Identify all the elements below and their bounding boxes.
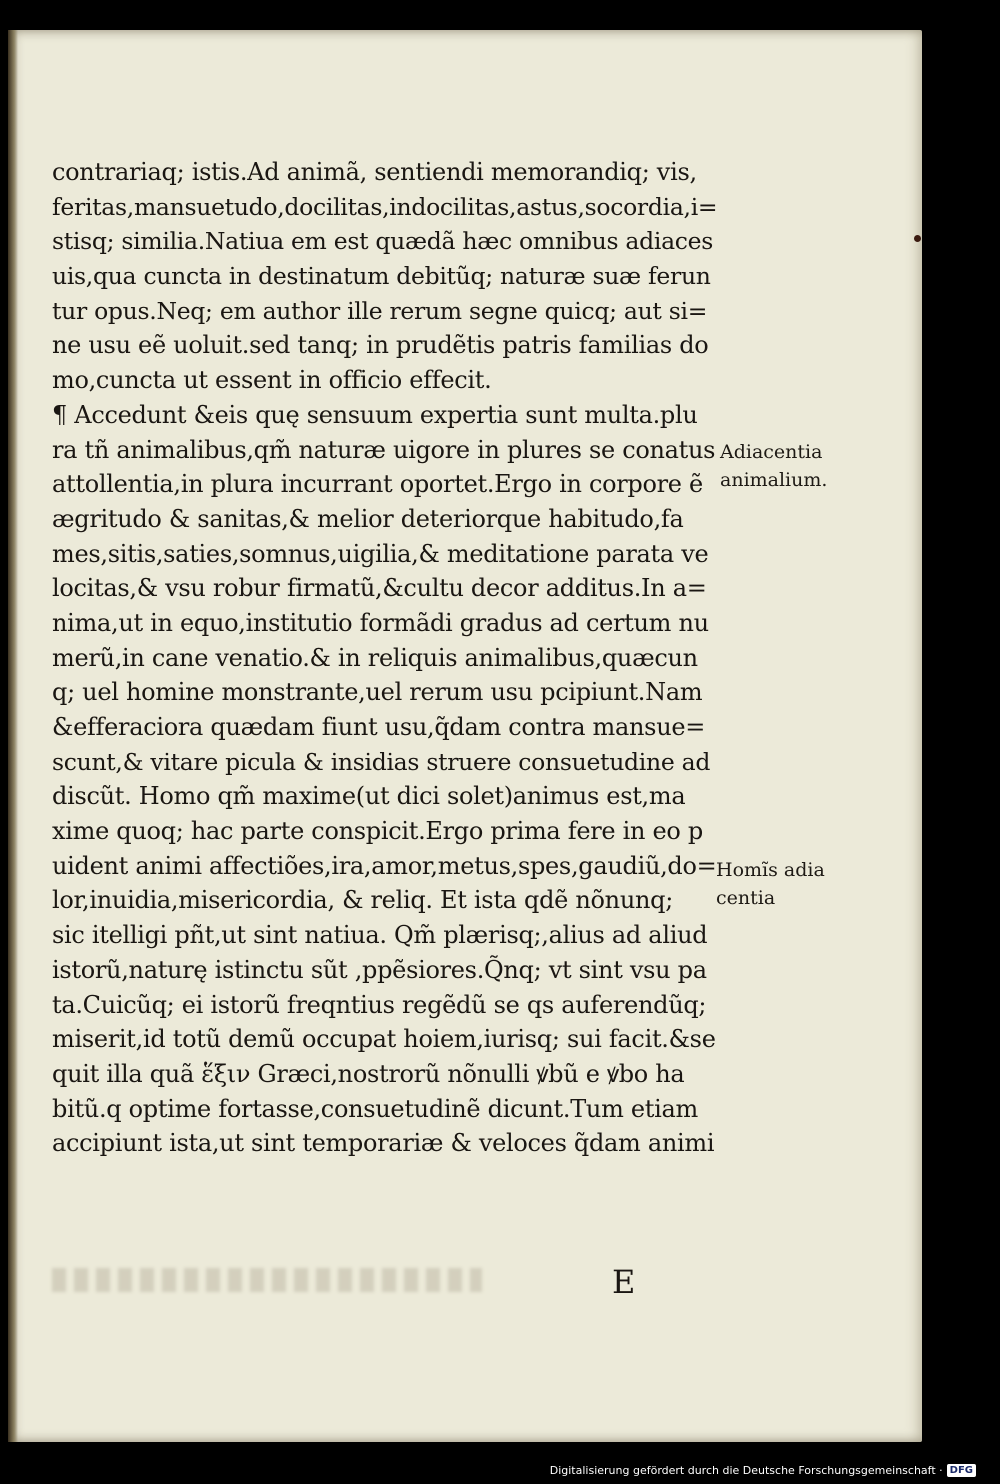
- text-line: quit illa quã ἕξιν Græci,nostrorũ nõnulli ꝟbũ e ꝟbo ha: [52, 1059, 685, 1088]
- text-line: ægritudo & sanitas,& melior deteriorque habitudo,fa: [52, 504, 684, 533]
- text-line: miserit,id totũ demũ occupat hoiem,iurisq; sui facit.&se: [52, 1025, 716, 1054]
- text-line: ta.Cuicũq; ei istorũ freqntius regẽdũ se qs auferendũq;: [52, 990, 707, 1019]
- marginal-note-line: Homĩs adia: [716, 859, 825, 881]
- text-line: contrariaq; istis.Ad animã, sentiendi memorandiq; vis,: [52, 158, 697, 186]
- ink-mark: [914, 235, 921, 242]
- text-line: scunt,& vitare picula & insidias struere consuetudine ad: [52, 747, 711, 776]
- text-line: stisq; similia.Natiua em est quædã hæc omnibus adiaces: [52, 227, 714, 256]
- main-text-block: [52, 155, 718, 1161]
- marginal-note-adiacentia: [720, 438, 860, 494]
- text-line: merũ,in cane venatio.& in reliquis animalibus,quæcun: [52, 643, 698, 672]
- text-line: ¶ Accedunt &eis quę sensuum expertia sunt multa.plu: [52, 400, 698, 429]
- text-line: ne usu eẽ uoluit.sed tanq; in prudẽtis patris familias do: [52, 331, 709, 360]
- text-line: locitas,& vsu robur firmatũ,&cultu decor additus.In a=: [52, 574, 707, 603]
- marginal-note-line: animalium.: [720, 469, 828, 491]
- text-line: q; uel homine monstrante,uel rerum usu pcipiunt.Nam: [52, 678, 703, 707]
- text-line: mo,cuncta ut essent in officio effecit.: [52, 366, 492, 395]
- text-line: &efferaciora quædam fiunt usu,q̃dam contra mansue=: [52, 713, 706, 741]
- text-line: discũt. Homo qm̃ maxime(ut dici solet)animus est,ma: [52, 782, 686, 811]
- dfg-logo: DFG: [947, 1464, 976, 1477]
- marginal-note-line: Adiacentia: [720, 441, 823, 463]
- text-line: istorũ,naturę istinctu sũt ,ppẽsiores.Q̃nq; vt sint vsu pa: [52, 955, 707, 984]
- text-line: feritas,mansuetudo,docilitas,indocilitas,astus,socordia,i=: [52, 192, 718, 221]
- text-line: accipiunt ista,ut sint temporariæ & veloces q̃dam animi: [52, 1129, 715, 1158]
- text-line: sic itelligi pñt,ut sint natiua. Qm̃ plærisq;,alius ad aliud: [52, 921, 708, 950]
- text-line: uis,qua cuncta in destinatum debitũq; naturæ suæ ferun: [52, 262, 711, 291]
- marginal-note-line: centia: [716, 887, 776, 909]
- digitization-footer: [550, 1464, 976, 1477]
- text-line: mes,sitis,saties,somnus,uigilia,& meditatione parata ve: [52, 539, 709, 568]
- text-line: nima,ut in equo,institutio formãdi gradus ad certum nu: [52, 608, 709, 637]
- text-line: bitũ.q optime fortasse,consuetudinẽ dicunt.Tum etiam: [52, 1094, 698, 1123]
- text-line: attollentia,in plura incurrant oportet.Ergo in corpore ẽ: [52, 470, 703, 499]
- marginal-note-hominis: [716, 856, 856, 912]
- text-line: tur opus.Neq; em author ille rerum segne quicq; aut si=: [52, 296, 708, 325]
- page-gutter-shadow: [8, 30, 18, 1442]
- text-line: xime quoq; hac parte conspicit.Ergo prima fere in eo p: [52, 817, 703, 846]
- text-line: lor,inuidia,misericordia, & reliq. Et ista qdẽ nõnunq;: [52, 886, 673, 915]
- footer-credit: Digitalisierung gefördert durch die Deutsche Forschungsgemeinschaft ·: [549, 1464, 943, 1477]
- text-line: ra tñ animalibus,qm̃ naturæ uigore in plures se conatus: [52, 435, 716, 464]
- text-line: uident animi affectiões,ira,amor,metus,spes,gaudiũ,do=: [52, 851, 717, 880]
- show-through-text: [52, 1268, 482, 1292]
- signature-mark: E: [612, 1263, 636, 1301]
